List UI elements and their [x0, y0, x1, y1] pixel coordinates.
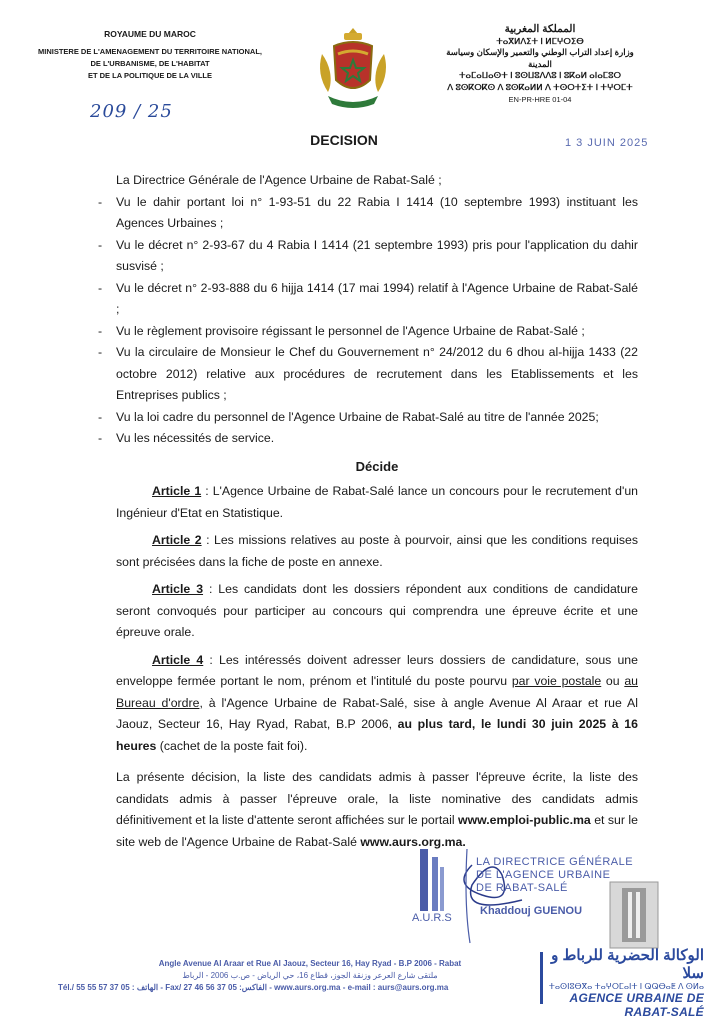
article-4-deadline: au plus tard, le lundi 30 juin 2025 à 16 heures — [116, 717, 638, 753]
ministry-label-tfng-2: ⴷ ⵓⵙⴽⵔⴽⵙ ⴷ ⵓⵙⴽⴰⵍⵍ ⴷ ⵜⵙⵔⵜⵉⵜ ⵏ ⵜⵖⵔⵎⵜ — [447, 81, 633, 92]
article-4-text-3: , à l'Agence Urbaine de Rabat-Salé, sise à angle Avenue Al Araar et rue Al Jaouz, Secteur 16, Hay Ryad, Rabat, B.P 2006, — [116, 695, 638, 731]
article-2-label: Article 2 — [152, 533, 202, 547]
article-4-text-1: : Les intéressés doivent adresser leurs dossiers de candidature, sous une enveloppe fermée portant le nom, prénom et l'intitulé du poste pourvu — [116, 652, 638, 688]
article-4-label: Article 4 — [152, 652, 204, 667]
article-3-text: : Les candidats dont les dossiers répondent aux conditions de candidature seront convoqués pour participer au concours qui comprendra une épreuve écrite et une épreuve orale. — [116, 582, 638, 639]
visa-item: - Vu le décret n° 2-93-888 du 6 hijja 1414 (17 mai 1994) relatif à l'Agence Urbaine de Rabat-Salé ; — [116, 278, 638, 321]
article-4-text-2: ou — [601, 674, 625, 688]
kingdom-label-ar: المملكة المغربية — [504, 23, 576, 35]
stamp-line-1: LA DIRECTRICE GÉNÉRALE — [476, 856, 634, 868]
visa-item: - Vu le dahir portant loi n° 1-93-51 du 22 Rabia I 1414 (10 septembre 1993) instituant les Agences Urbaines ; — [116, 192, 638, 235]
decision-body — [116, 170, 638, 853]
ministry-line-3: ET DE LA POLITIQUE DE LA VILLE — [87, 71, 213, 80]
ministry-line-1: MINISTERE DE L'AMENAGEMENT DU TERRITOIRE NATIONAL, — [37, 47, 262, 56]
ministry-header-fr — [30, 28, 270, 82]
visa-item: - Vu les nécessités de service. — [116, 428, 638, 450]
stamp-line-2: DE L'AGENCE URBAINE — [476, 869, 611, 881]
final-paragraph — [116, 767, 638, 853]
intro-line: La Directrice Générale de l'Agence Urbaine de Rabat-Salé ; — [116, 173, 442, 187]
signatory-name: Khaddouj GUENOU — [480, 905, 583, 917]
portal-url: www.emploi-public.ma — [458, 813, 591, 827]
kingdom-label: ROYAUME DU MAROC — [104, 29, 196, 39]
brand-name-tfng: ⵜⴰⵙⵏⵓⴱⴳⴰ ⵜⴰⵖⵔⵎⴰⵏⵜ ⵏ ⵕⵕⴱⴰⵟ ⴷ ⵙⵍⴰ — [548, 982, 704, 991]
royal-crest-icon — [314, 24, 392, 110]
brand-divider — [540, 952, 543, 1004]
kingdom-label-tfng: ⵜⴰⴳⵍⴷⵉⵜ ⵏ ⵍⵎⵖⵔⵉⴱ — [496, 35, 584, 46]
ministry-label-ar: وزارة إعداد التراب الوطني والتعمير والإسكان وسياسة المدينة — [446, 47, 634, 69]
handwritten-decision-number: 209 / 25 — [90, 101, 173, 122]
brand-name-fr: AGENCE URBAINE DE RABAT-SALÉ — [569, 991, 704, 1019]
agency-building-logo-icon — [608, 876, 660, 950]
date-stamp: 1 3 JUIN 2025 — [565, 137, 649, 149]
visa-item: - Vu la circulaire de Monsieur le Chef du Gouvernement n° 24/2012 du 6 dhou al-hijja 1433 (22 octobre 2012) relative aux procédures de recrutement dans les Etablissements et les Entreprises publics ; — [116, 342, 638, 407]
article-4-postal-link: par voie postale — [511, 674, 602, 688]
agency-brand-logo — [544, 946, 704, 1019]
footer-address-block — [58, 958, 550, 994]
stamp-line-3: DE RABAT-SALÉ — [476, 882, 568, 894]
site-url: www.aurs.org.ma. — [360, 834, 466, 849]
article-4-office-link: au Bureau d'ordre — [116, 674, 638, 710]
ministry-label-tfng-1: ⵜⴰⵎⴰⵡⴰⵙⵜ ⵏ ⵓⵙⵡⵓⴷⴷⵓ ⵏ ⵓⴽⴰⵍ ⴰⵏⴰⵎⵓⵔ — [458, 70, 622, 80]
footer-contacts: Tél./ الهاتف : 05 37 57 55 55 - Fax/ الفاكس: 05 37 56 46 27 - www.aurs.org.ma - e-mail : aurs@aurs.org.ma — [58, 983, 449, 992]
footer-address: Angle Avenue Al Araar et Rue Al Jaouz, Secteur 16, Hay Ryad - B.P 2006 - Rabat — [158, 959, 462, 968]
article-3-label: Article 3 — [152, 582, 204, 596]
article-4 — [116, 650, 638, 758]
article-1 — [116, 481, 638, 524]
final-text-2: et sur le site web de l'Agence Urbaine de Rabat-Salé — [116, 813, 638, 849]
ministry-line-2: DE L'URBANISME, DE L'HABITAT — [90, 59, 210, 68]
footer-address-ar: ملتقى شارع العرعر وزنقة الجوز، قطاع 16، حي الرياض - ص.ب 2006 - الرباط — [182, 971, 438, 980]
aurs-stamp-logo: A.U.R.S — [412, 912, 452, 924]
visa-item: - Vu le règlement provisoire régissant le personnel de l'Agence Urbaine de Rabat-Salé ; — [116, 321, 638, 343]
article-3 — [116, 579, 638, 644]
article-1-text: : L'Agence Urbaine de Rabat-Salé lance un concours pour le recrutement d'un Ingénieur d'Etat en Statistique. — [116, 484, 638, 520]
visa-item: - Vu la loi cadre du personnel de l'Agence Urbaine de Rabat-Salé au titre de l'année 2025; — [116, 407, 638, 429]
article-2-text: : Les missions relatives au poste à pourvoir, ainsi que les conditions requises sont précisées dans la fiche de poste en annexe. — [116, 533, 638, 569]
page-title: DECISION — [310, 132, 378, 148]
decide-heading: Décide — [355, 458, 399, 474]
brand-name-ar: الوكالة الحضرية للرباط و سلا — [551, 947, 704, 982]
ministry-header-ar — [440, 24, 640, 106]
document-reference: EN-PR-HRE 01-04 — [508, 95, 572, 104]
article-1-label: Article 1 — [152, 484, 202, 498]
visa-item: - Vu le décret n° 2-93-67 du 4 Rabia I 1414 (21 septembre 1993) pris pour l'application du dahir susvisé ; — [116, 235, 638, 278]
article-2 — [116, 530, 638, 573]
final-text-1: La présente décision, la liste des candidats admis à passer l'épreuve écrite, la liste des candidats admis à passer l'épreuve orale, la liste nominative des candidats admis définitivement et la liste d'attente seront affichées sur le portail — [116, 770, 638, 827]
article-4-text-4: (cachet de la poste fait foi). — [156, 738, 308, 753]
